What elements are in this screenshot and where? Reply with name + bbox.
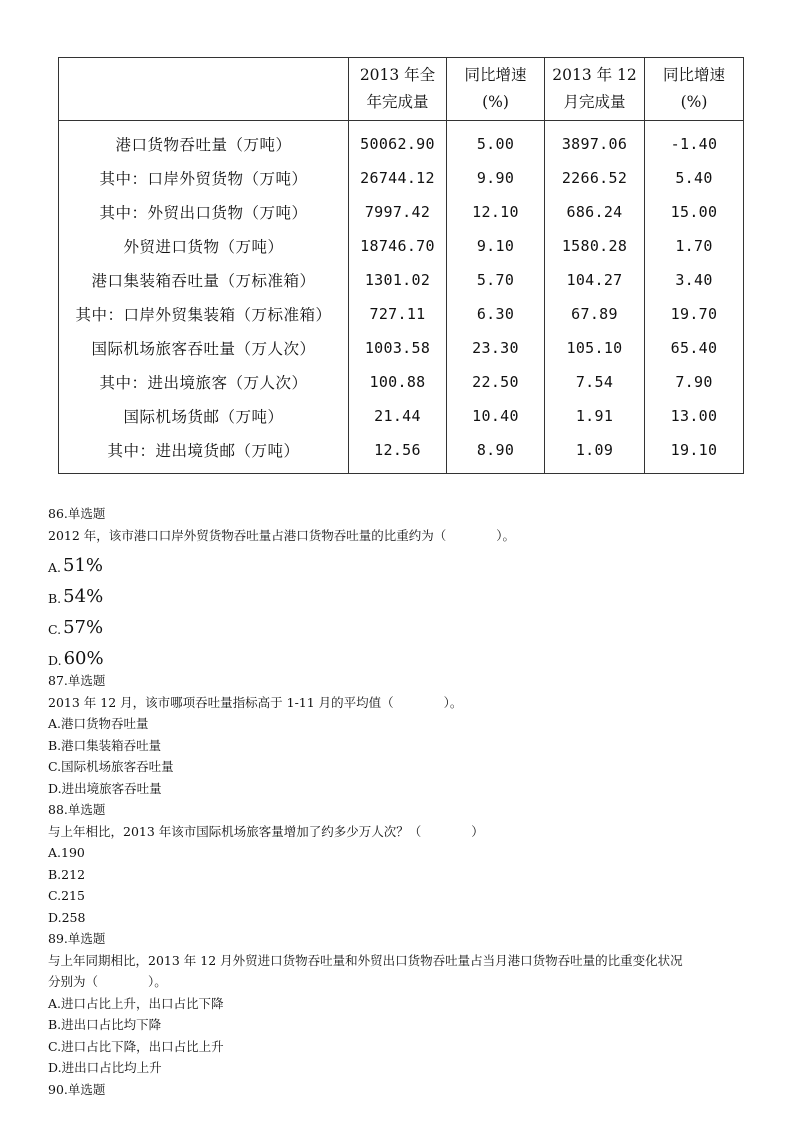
cell-december-value: 105.10 (545, 331, 645, 365)
cell-full-year-growth: 10.40 (447, 399, 545, 433)
answer-option[interactable] (48, 1036, 768, 1058)
cell-december-growth: 7.90 (645, 365, 744, 399)
table-row (59, 433, 744, 474)
table-row (59, 331, 744, 365)
option-text: 60% (63, 648, 104, 669)
cell-december-value: 3897.06 (545, 121, 645, 162)
cell-december-growth: 5.40 (645, 161, 744, 195)
cell-full-year-value: 100.88 (349, 365, 447, 399)
row-label: 外贸进口货物（万吨） (59, 229, 349, 263)
question-stem: 2012 年，该市港口口岸外贸货物吞吐量占港口货物吞吐量的比重约为（ ）。 (48, 527, 516, 543)
answer-option[interactable] (48, 608, 768, 639)
row-label: 其中：外贸出口货物（万吨） (59, 195, 349, 229)
answer-option[interactable] (48, 546, 768, 577)
answer-option[interactable] (48, 713, 768, 735)
cell-december-value: 1.91 (545, 399, 645, 433)
answer-option[interactable] (48, 864, 768, 886)
answer-option[interactable] (48, 842, 768, 864)
option-letter: D. (48, 909, 62, 925)
row-label: 其中：进出境旅客（万人次） (59, 365, 349, 399)
header-cell-2013-december: 2013 年 12 月完成量 (545, 58, 645, 121)
option-letter: B. (48, 591, 62, 606)
table-row (59, 263, 744, 297)
option-text: 51% (63, 555, 104, 576)
row-label: 国际机场货邮（万吨） (59, 399, 349, 433)
cell-december-growth: 19.70 (645, 297, 744, 331)
option-letter: B. (48, 866, 62, 882)
cell-december-value: 1580.28 (545, 229, 645, 263)
cell-full-year-growth: 8.90 (447, 433, 545, 474)
table-header-row (59, 58, 744, 121)
cell-full-year-value: 1301.02 (349, 263, 447, 297)
row-label: 港口集装箱吞吐量（万标准箱） (59, 263, 349, 297)
cell-full-year-growth: 6.30 (447, 297, 545, 331)
option-text: 进口占比下降，出口占比上升 (61, 1038, 224, 1054)
option-text: 215 (61, 888, 85, 903)
table-row (59, 365, 744, 399)
cell-december-value: 2266.52 (545, 161, 645, 195)
cell-december-value: 67.89 (545, 297, 645, 331)
option-letter: C. (48, 622, 62, 637)
header-cell-empty (59, 58, 349, 121)
row-label: 港口货物吞吐量（万吨） (59, 121, 349, 162)
question-stem: 2013 年 12 月，该市哪项吞吐量指标高于 1-11 月的平均值（ ）。 (48, 694, 463, 710)
option-letter: A. (48, 716, 62, 731)
answer-option[interactable] (48, 577, 768, 608)
cell-full-year-value: 12.56 (349, 433, 447, 474)
option-letter: D. (48, 653, 62, 668)
option-text: 进口占比上升，出口占比下降 (61, 995, 224, 1011)
answer-option[interactable] (48, 993, 768, 1015)
question-list (48, 503, 768, 1100)
answer-option[interactable] (48, 778, 768, 800)
header-cell-growth-december: 同比增速 (%) (645, 58, 744, 121)
option-text: 57% (63, 617, 104, 638)
cell-full-year-value: 18746.70 (349, 229, 447, 263)
cell-full-year-value: 7997.42 (349, 195, 447, 229)
table-row (59, 121, 744, 162)
row-label: 其中：口岸外贸集装箱（万标准箱） (59, 297, 349, 331)
row-label: 其中：口岸外贸货物（万吨） (59, 161, 349, 195)
option-letter: A. (48, 560, 62, 575)
row-label: 其中：进出境货邮（万吨） (59, 433, 349, 474)
answer-option[interactable] (48, 907, 768, 929)
cell-full-year-growth: 23.30 (447, 331, 545, 365)
cell-full-year-growth: 9.90 (447, 161, 545, 195)
cell-december-growth: -1.40 (645, 121, 744, 162)
option-text: 进出口占比均下降 (61, 1017, 162, 1032)
cell-full-year-growth: 9.10 (447, 229, 545, 263)
option-text: 港口货物吞吐量 (61, 716, 149, 731)
option-text: 190 (61, 845, 85, 860)
cell-full-year-value: 50062.90 (349, 121, 447, 162)
cell-full-year-value: 1003.58 (349, 331, 447, 365)
cell-december-growth: 3.40 (645, 263, 744, 297)
header-cell-2013-full-year: 2013 年全 年完成量 (349, 58, 447, 121)
question-stem-line: 与上年同期相比，2013 年 12 月外贸进口货物吞吐量和外贸出口货物吞吐量占当月港口货物吞吐量的比重变化状况 (48, 952, 683, 968)
answer-option[interactable] (48, 1057, 768, 1079)
cell-full-year-growth: 12.10 (447, 195, 545, 229)
option-letter: C. (48, 759, 62, 774)
cell-december-value: 686.24 (545, 195, 645, 229)
table-row (59, 297, 744, 331)
option-text: 212 (61, 866, 86, 882)
statistics-table (58, 57, 744, 474)
question-number: 88.单选题 (48, 802, 106, 817)
cell-full-year-growth: 22.50 (447, 365, 545, 399)
option-text: 54% (63, 586, 104, 607)
cell-december-growth: 1.70 (645, 229, 744, 263)
option-letter: A. (48, 995, 62, 1011)
cell-full-year-growth: 5.70 (447, 263, 545, 297)
option-letter: C. (48, 1038, 62, 1054)
cell-december-growth: 15.00 (645, 195, 744, 229)
question-number: 86.单选题 (48, 506, 106, 521)
option-letter: B. (48, 737, 62, 753)
cell-full-year-value: 727.11 (349, 297, 447, 331)
header-cell-growth-full-year: 同比增速 (%) (447, 58, 545, 121)
cell-full-year-value: 26744.12 (349, 161, 447, 195)
question-number: 89.单选题 (48, 931, 106, 946)
cell-december-value: 104.27 (545, 263, 645, 297)
option-letter: C. (48, 888, 62, 903)
cell-december-value: 1.09 (545, 433, 645, 474)
question-number: 87.单选题 (48, 673, 106, 688)
cell-december-growth: 13.00 (645, 399, 744, 433)
answer-option[interactable] (48, 1014, 768, 1036)
option-text: 港口集装箱吞吐量 (61, 737, 162, 753)
option-letter: B. (48, 1017, 62, 1032)
cell-full-year-value: 21.44 (349, 399, 447, 433)
cell-december-growth: 65.40 (645, 331, 744, 365)
answer-option[interactable] (48, 885, 768, 907)
question-stem-line: 分别为（ ）。 (48, 974, 167, 989)
row-label: 国际机场旅客吞吐量（万人次） (59, 331, 349, 365)
cell-december-growth: 19.10 (645, 433, 744, 474)
option-letter: D. (48, 780, 62, 796)
option-letter: D. (48, 1060, 62, 1075)
answer-option[interactable] (48, 756, 768, 778)
cell-full-year-growth: 5.00 (447, 121, 545, 162)
table-row (59, 195, 744, 229)
option-text: 258 (61, 909, 86, 925)
table-row (59, 399, 744, 433)
table-row (59, 229, 744, 263)
option-letter: A. (48, 845, 62, 860)
answer-option[interactable] (48, 639, 768, 670)
answer-option[interactable] (48, 735, 768, 757)
option-text: 进出口占比均上升 (61, 1060, 162, 1075)
cell-december-value: 7.54 (545, 365, 645, 399)
option-text: 国际机场旅客吞吐量 (61, 759, 174, 774)
option-text: 进出境旅客吞吐量 (61, 780, 162, 796)
question-stem: 与上年相比，2013 年该市国际机场旅客量增加了约多少万人次？（ ） (48, 823, 484, 839)
table-row (59, 161, 744, 195)
question-number: 90.单选题 (48, 1081, 106, 1097)
